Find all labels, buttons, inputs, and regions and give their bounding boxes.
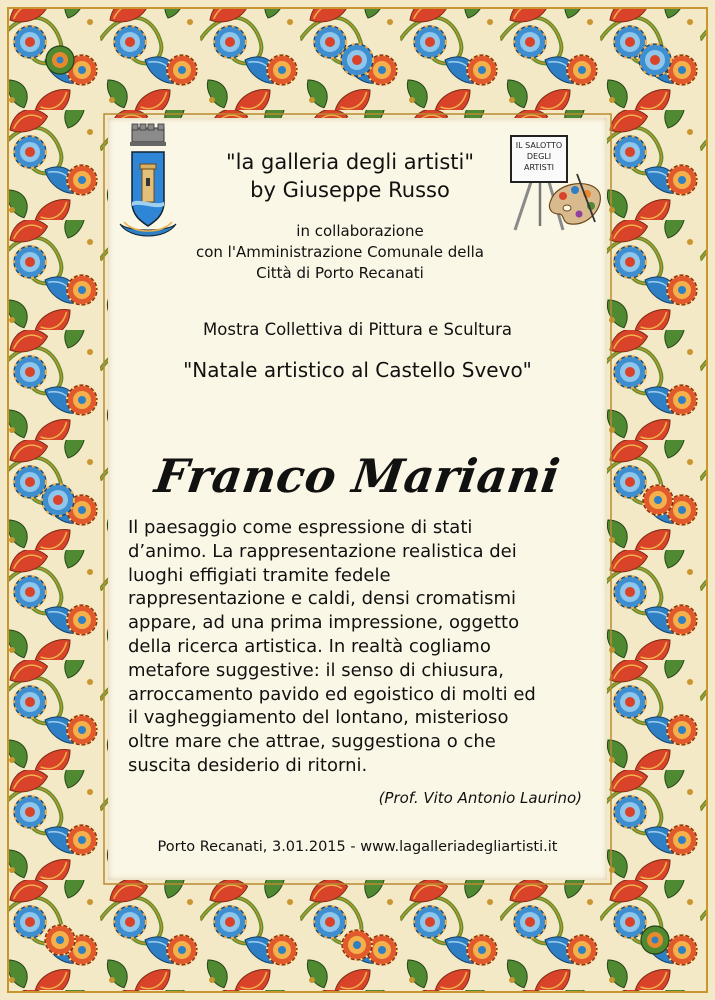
- collaboration-line-3: Città di Porto Recanati: [256, 264, 424, 282]
- description-line: metafore suggestive: il senso di chiusura,: [128, 659, 505, 681]
- description-line: il vagheggiamento del lontano, misterioso: [128, 707, 509, 729]
- collaboration-line-1: in collaborazione: [296, 222, 424, 240]
- footer-date-website: Porto Recanati, 3.01.2015 - www.lagalleriadegliartisti.it: [157, 839, 558, 855]
- description-line: arroccamento pavido ed egoistico di molti ed: [128, 683, 536, 705]
- gallery-curator: by Giuseppe Russo: [250, 178, 450, 202]
- description-line: d’animo. La rappresentazione realistica dei: [128, 540, 517, 562]
- exhibition-type: Mostra Collettiva di Pittura e Scultura: [203, 320, 512, 339]
- description-line: appare, ad una prima impressione, oggetto: [128, 612, 520, 634]
- description-line: oltre mare che attrae, suggestiona o che: [128, 731, 496, 753]
- description-line: luoghi effigiati tramite fedele: [128, 564, 391, 586]
- description-line: suscita desiderio di ritorni.: [128, 754, 368, 776]
- description-line: rappresentazione e caldi, densi cromatismi: [128, 588, 517, 610]
- artist-description: [128, 516, 598, 778]
- artist-name: Franco Mariani: [151, 449, 564, 503]
- description-author: (Prof. Vito Antonio Laurino): [378, 789, 582, 807]
- exhibition-title: "Natale artistico al Castello Svevo": [183, 358, 532, 382]
- description-line: della ricerca artistica. In realtà cogliamo: [128, 635, 491, 657]
- collaboration-line-2: con l'Amministrazione Comunale della: [195, 243, 484, 261]
- gallery-title: "la galleria degli artisti": [225, 150, 474, 174]
- description-line: Il paesaggio come espressione di stati: [128, 517, 473, 538]
- easel-sign-line-1: IL SALOTTO: [515, 141, 563, 150]
- easel-sign-line-2: DEGLI: [526, 152, 552, 161]
- easel-sign-line-3: ARTISTI: [523, 163, 555, 172]
